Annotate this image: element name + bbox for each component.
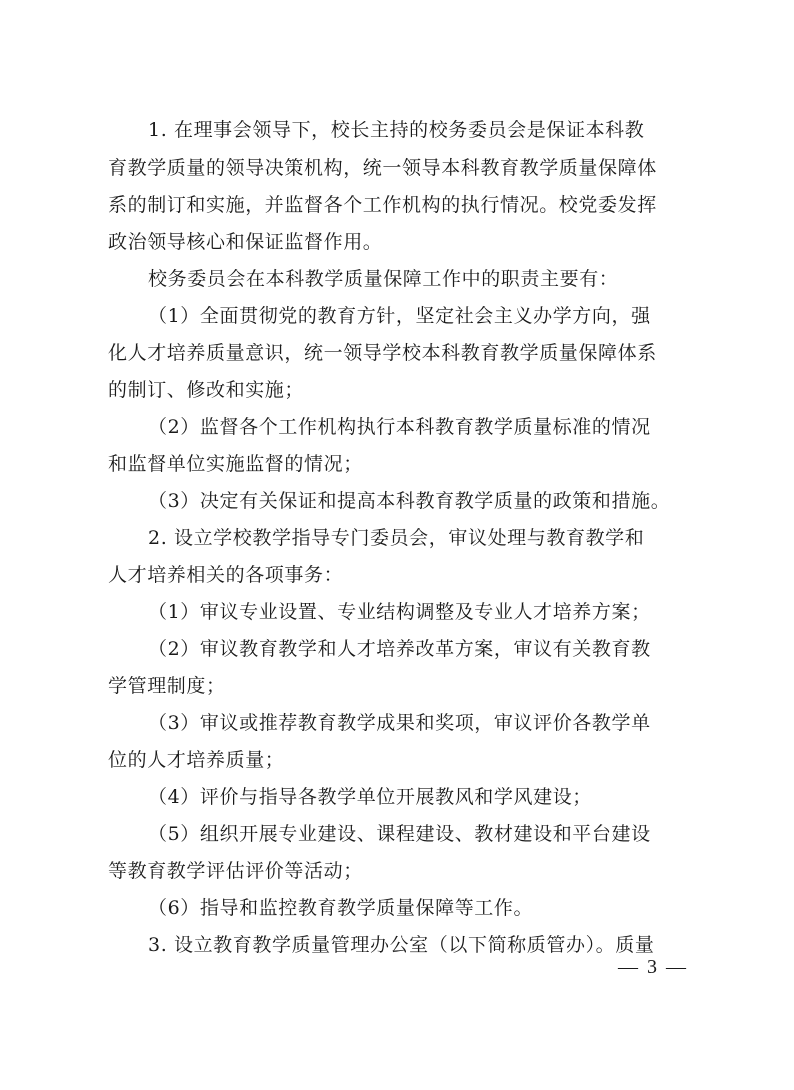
text-line: （3）审议或推荐教育教学成果和奖项，审议评价各教学单 [148, 712, 651, 734]
text-line: （5）组织开展专业建设、课程建设、教材建设和平台建设 [148, 823, 651, 845]
text-line: 育教学质量的领导决策机构，统一领导本科教育教学质量保障体 [108, 157, 657, 179]
text-line: （1）全面贯彻党的教育方针，坚定社会主义办学方向，强 [148, 305, 651, 327]
text-line: 2. 设立学校教学指导专门委员会，审议处理与教育教学和 [148, 527, 645, 549]
text-line: 人才培养相关的各项事务： [108, 564, 344, 586]
text-line: 系的制订和实施，并监督各个工作机构的执行情况。校党委发挥 [108, 194, 657, 216]
text-line: （2）审议教育教学和人才培养改革方案，审议有关教育教 [148, 638, 651, 660]
page-number: — 3 — [618, 956, 688, 978]
text-line: 位的人才培养质量； [108, 749, 285, 771]
text-line: 的制订、修改和实施； [108, 379, 305, 401]
text-line: 等教育教学评估评价等活动； [108, 860, 363, 882]
text-line: 3. 设立教育教学质量管理办公室（以下简称质管办）。质量 [148, 934, 655, 956]
text-line: （2）监督各个工作机构执行本科教育教学质量标准的情况 [148, 416, 651, 438]
text-line: （3）决定有关保证和提高本科教育教学质量的政策和措施。 [148, 490, 671, 512]
text-line: 化人才培养质量意识，统一领导学校本科教育教学质量保障体系 [108, 342, 657, 364]
text-line: 政治领导核心和保证监督作用。 [108, 231, 383, 253]
text-line: 学管理制度； [108, 675, 226, 697]
text-line: （6）指导和监控教育教学质量保障等工作。 [148, 897, 534, 919]
text-line: 和监督单位实施监督的情况； [108, 453, 363, 475]
text-line: （1）审议专业设置、专业结构调整及专业人才培养方案； [148, 601, 651, 623]
text-line: 校务委员会在本科教学质量保障工作中的职责主要有： [148, 268, 619, 290]
text-line: （4）评价与指导各教学单位开展教风和学风建设； [148, 786, 592, 808]
text-line: 1. 在理事会领导下，校长主持的校务委员会是保证本科教 [148, 119, 645, 141]
